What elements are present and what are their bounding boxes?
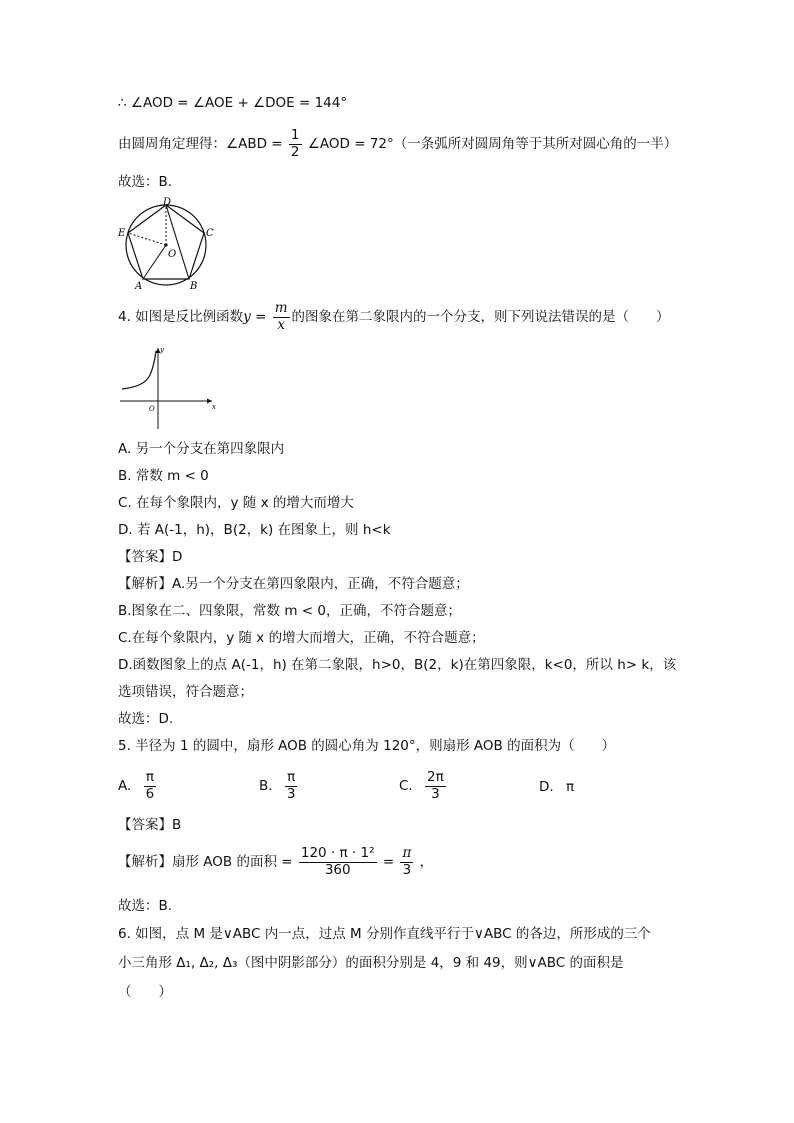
q5-option-a: A. $\frac{\pi}{6}$ [118,769,155,802]
choose-b-line: 故选：B. [118,174,173,190]
q4-analysis-3: C.在每个象限内，y 随 x 的增大而增大，正确，不符合题意； [118,630,485,646]
graph-y-label: y [160,346,164,354]
q4-analysis-5: 选项错误，符合题意； [118,684,253,700]
pentagon-circle-figure [118,196,218,292]
q5-option-d: D. π [539,779,575,795]
q4-analysis-2: B.图象在二、四象限，常数 m < 0，正确，不符合题意； [118,603,461,619]
label-e: E [118,228,126,239]
sector-area-fraction: $\frac{\text{120 · π · 1²}}{360}$ [300,845,375,878]
q5-answer: 【答案】B [118,817,182,833]
q4-analysis-4: D.函数图象上的点 A(-1，h) 在第二象限，h>0，B(2，k)在第四象限，k<0，所以 h> k，该 [118,657,677,673]
label-d: D [163,197,172,208]
q4-option-b: B. 常数 m < 0 [118,468,209,484]
label-b: B [190,281,198,292]
q5-analysis: 【解析】扇形 AOB 的面积 = $\frac{\text{120 · π · 1²}}{360}$ = $\frac{\pi}{3}$ ， [118,845,434,878]
q4-stem: 4. 如图是反比例函数y = $\frac{m}{x}$ 的图象在第二象限内的一个分支，则下列说法错误的是（ ） [118,300,670,333]
q5-choose: 故选：B. [118,898,173,914]
label-o: O [168,249,177,260]
graph-x-label: x [212,403,216,411]
theorem-suffix: ∠AOD = 72°（一条弧所对圆周角等于其所对圆心角的一半） [307,136,678,153]
label-a: A [135,281,143,292]
q6-stem-1: 6. 如图，点 M 是∨ABC 内一点，过点 M 分别作直线平行于∨ABC 的各边，所形成的三个 [118,926,651,942]
q5-option-b: B. $\frac{\pi}{3}$ [259,769,296,802]
graph-origin-label: O [149,405,155,413]
q5-option-c: C. $\frac{2\pi}{3}$ [399,769,444,802]
q5-stem: 5. 半径为 1 的圆中，扇形 AOB 的圆心角为 120°，则扇形 AOB 的面积为（ ） [118,738,616,754]
q4-option-a: A. 另一个分支在第四象限内 [118,441,285,457]
equation-line-aod: ∴ ∠AOD = ∠AOE + ∠DOE = 144° [118,95,348,111]
q4-choose: 故选：D. [118,711,174,727]
half-fraction: $\frac{1}{2}$ [290,127,300,160]
q4-option-d: D. 若 A(-1，h)，B(2，k) 在图象上，则 h<k [118,522,391,538]
q4-analysis-1: 【解析】A.另一个分支在第四象限内，正确，不符合题意； [118,576,469,592]
label-c: C [206,228,214,239]
theorem-line [118,128,677,160]
m-over-x-fraction: $\frac{m}{x}$ [274,300,288,333]
q6-stem-2: 小三角形 Δ₁, Δ₂, Δ₃（图中阴影部分）的面积分别是 4，9 和 49，则∨ABC 的面积是 [118,955,624,971]
q4-option-c: C. 在每个象限内，y 随 x 的增大而增大 [118,495,354,511]
hyperbola-graph [118,345,218,433]
theorem-prefix: 由圆周角定理得：∠ABD = [118,136,283,153]
q6-stem-3: （ ） [118,984,172,1000]
pi-over-3-fraction: $\frac{\pi}{3}$ [402,845,412,878]
q4-answer: 【答案】D [118,549,183,565]
